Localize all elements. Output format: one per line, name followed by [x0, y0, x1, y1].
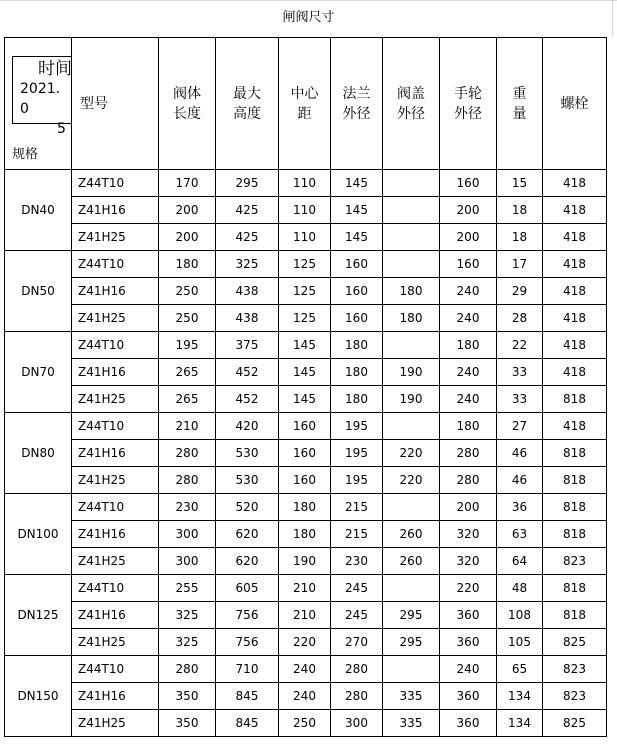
flange-od-cell[interactable]: 215 [331, 494, 383, 521]
model-cell[interactable]: Z44T10 [72, 575, 159, 602]
center-distance-cell[interactable]: 110 [279, 224, 331, 251]
bonnet-od-cell[interactable] [383, 656, 440, 683]
bolt-cell[interactable]: 418 [543, 170, 607, 197]
spec-cell[interactable]: DN80 [5, 413, 72, 494]
table-row [5, 629, 607, 656]
table-row [5, 413, 607, 440]
spec-cell[interactable]: DN50 [5, 251, 72, 332]
flange-od-cell[interactable]: 160 [331, 251, 383, 278]
table-row [5, 548, 607, 575]
weight-cell[interactable]: 108 [497, 602, 543, 629]
bolt-cell[interactable]: 825 [543, 710, 607, 737]
body-length-cell[interactable]: 250 [159, 305, 216, 332]
max-height-cell[interactable]: 452 [216, 359, 279, 386]
flange-od-cell[interactable]: 180 [331, 332, 383, 359]
spec-label: 规格 [12, 147, 39, 162]
table-row [5, 224, 607, 251]
body-length-cell[interactable]: 200 [159, 197, 216, 224]
model-cell[interactable]: Z41H16 [72, 602, 159, 629]
bonnet-od-cell[interactable] [383, 494, 440, 521]
center-distance-cell[interactable]: 240 [279, 683, 331, 710]
handwheel-od-cell[interactable]: 240 [440, 359, 497, 386]
bolt-cell[interactable]: 818 [543, 386, 607, 413]
weight-cell[interactable]: 36 [497, 494, 543, 521]
max-height-cell[interactable]: 710 [216, 656, 279, 683]
max-height-cell[interactable]: 375 [216, 332, 279, 359]
weight-cell[interactable]: 46 [497, 440, 543, 467]
weight-cell[interactable]: 134 [497, 683, 543, 710]
center-distance-cell[interactable]: 180 [279, 521, 331, 548]
max-height-cell[interactable]: 530 [216, 467, 279, 494]
time-label: 时间 [38, 59, 72, 79]
table-row [5, 440, 607, 467]
max-height-cell[interactable]: 425 [216, 197, 279, 224]
body-length-cell[interactable]: 325 [159, 629, 216, 656]
weight-cell[interactable]: 134 [497, 710, 543, 737]
table-row [5, 710, 607, 737]
bonnet-od-cell[interactable]: 295 [383, 602, 440, 629]
bonnet-od-cell[interactable] [383, 251, 440, 278]
weight-cell[interactable]: 28 [497, 305, 543, 332]
bolt-cell[interactable]: 825 [543, 629, 607, 656]
bolt-cell[interactable]: 818 [543, 467, 607, 494]
time-value-line2: 5 [57, 121, 66, 137]
center-distance-cell[interactable]: 220 [279, 629, 331, 656]
body-length-cell[interactable]: 255 [159, 575, 216, 602]
max-height-cell[interactable]: 605 [216, 575, 279, 602]
max-height-header[interactable]: 最大 高度 [216, 38, 279, 170]
bolt-cell[interactable]: 823 [543, 656, 607, 683]
bonnet-od-cell[interactable]: 180 [383, 278, 440, 305]
center-distance-cell[interactable]: 110 [279, 197, 331, 224]
center-distance-cell[interactable]: 160 [279, 467, 331, 494]
weight-cell[interactable]: 29 [497, 278, 543, 305]
bonnet-od-cell[interactable] [383, 413, 440, 440]
model-cell[interactable]: Z41H25 [72, 224, 159, 251]
bolt-cell[interactable]: 418 [543, 278, 607, 305]
center-distance-cell[interactable]: 180 [279, 494, 331, 521]
handwheel-od-cell[interactable]: 240 [440, 278, 497, 305]
flange-od-header[interactable]: 法兰 外径 [331, 38, 383, 170]
handwheel-od-header[interactable]: 手轮 外径 [440, 38, 497, 170]
spec-cell[interactable]: DN70 [5, 332, 72, 413]
center-distance-cell[interactable]: 210 [279, 575, 331, 602]
weight-cell[interactable]: 48 [497, 575, 543, 602]
max-height-cell[interactable]: 452 [216, 386, 279, 413]
bonnet-od-cell[interactable] [383, 170, 440, 197]
handwheel-od-cell[interactable]: 180 [440, 332, 497, 359]
model-cell[interactable]: Z41H16 [72, 521, 159, 548]
model-cell[interactable]: Z41H25 [72, 305, 159, 332]
flange-od-cell[interactable]: 160 [331, 278, 383, 305]
table-row [5, 467, 607, 494]
bolt-cell[interactable]: 418 [543, 197, 607, 224]
model-cell[interactable]: Z41H25 [72, 467, 159, 494]
table-row [5, 359, 607, 386]
time-value: 2021. 0 [20, 81, 61, 117]
center-distance-cell[interactable]: 145 [279, 332, 331, 359]
spec-cell[interactable]: DN100 [5, 494, 72, 575]
bolt-header[interactable]: 螺栓 [543, 38, 607, 170]
bolt-cell[interactable]: 418 [543, 413, 607, 440]
center-distance-cell[interactable]: 160 [279, 440, 331, 467]
bonnet-od-cell[interactable]: 260 [383, 548, 440, 575]
bonnet-od-cell[interactable]: 220 [383, 467, 440, 494]
handwheel-od-cell[interactable]: 280 [440, 467, 497, 494]
flange-od-cell[interactable]: 270 [331, 629, 383, 656]
center-distance-cell[interactable]: 125 [279, 251, 331, 278]
center-distance-cell[interactable]: 240 [279, 656, 331, 683]
handwheel-od-cell[interactable]: 320 [440, 521, 497, 548]
weight-cell[interactable]: 17 [497, 251, 543, 278]
flange-od-cell[interactable]: 195 [331, 440, 383, 467]
center-distance-header[interactable]: 中心 距 [279, 38, 331, 170]
spec-cell[interactable]: DN150 [5, 656, 72, 737]
weight-header[interactable]: 重量 [497, 38, 543, 170]
bolt-cell[interactable]: 818 [543, 440, 607, 467]
handwheel-od-cell[interactable]: 240 [440, 386, 497, 413]
max-height-cell[interactable]: 520 [216, 494, 279, 521]
body-length-cell[interactable]: 350 [159, 710, 216, 737]
bonnet-od-cell[interactable] [383, 224, 440, 251]
bolt-cell[interactable]: 418 [543, 305, 607, 332]
max-height-cell[interactable]: 845 [216, 683, 279, 710]
handwheel-od-cell[interactable]: 200 [440, 224, 497, 251]
body-length-cell[interactable]: 300 [159, 521, 216, 548]
max-height-cell[interactable]: 438 [216, 278, 279, 305]
weight-cell[interactable]: 64 [497, 548, 543, 575]
max-height-cell[interactable]: 425 [216, 224, 279, 251]
weight-cell[interactable]: 33 [497, 386, 543, 413]
table-row [5, 494, 607, 521]
weight-cell[interactable]: 22 [497, 332, 543, 359]
flange-od-cell[interactable]: 245 [331, 602, 383, 629]
max-height-cell[interactable]: 756 [216, 629, 279, 656]
model-cell[interactable]: Z44T10 [72, 332, 159, 359]
model-cell[interactable]: Z44T10 [72, 170, 159, 197]
weight-cell[interactable]: 27 [497, 413, 543, 440]
center-distance-cell[interactable]: 250 [279, 710, 331, 737]
bolt-cell[interactable]: 818 [543, 521, 607, 548]
body-length-cell[interactable]: 265 [159, 359, 216, 386]
bonnet-od-cell[interactable]: 220 [383, 440, 440, 467]
time-note-box [12, 56, 72, 137]
body-length-cell[interactable]: 325 [159, 602, 216, 629]
weight-cell[interactable]: 18 [497, 224, 543, 251]
center-distance-cell[interactable]: 125 [279, 305, 331, 332]
max-height-cell[interactable]: 845 [216, 710, 279, 737]
max-height-cell[interactable]: 420 [216, 413, 279, 440]
center-distance-cell[interactable]: 125 [279, 278, 331, 305]
max-height-cell[interactable]: 756 [216, 602, 279, 629]
flange-od-cell[interactable]: 145 [331, 170, 383, 197]
model-header[interactable]: 型号 [72, 38, 159, 170]
body-length-cell[interactable]: 180 [159, 251, 216, 278]
bonnet-od-header[interactable]: 阀盖 外径 [383, 38, 440, 170]
spec-cell[interactable]: DN40 [5, 170, 72, 251]
body-length-cell[interactable]: 210 [159, 413, 216, 440]
max-height-cell[interactable]: 530 [216, 440, 279, 467]
handwheel-od-cell[interactable]: 240 [440, 305, 497, 332]
table-row [5, 575, 607, 602]
model-cell[interactable]: Z44T10 [72, 494, 159, 521]
bonnet-od-cell[interactable]: 180 [383, 305, 440, 332]
flange-od-cell[interactable]: 230 [331, 548, 383, 575]
flange-od-cell[interactable]: 145 [331, 197, 383, 224]
handwheel-od-cell[interactable]: 160 [440, 251, 497, 278]
weight-cell[interactable]: 33 [497, 359, 543, 386]
model-cell[interactable]: Z44T10 [72, 413, 159, 440]
spec-cell[interactable]: DN125 [5, 575, 72, 656]
center-distance-cell[interactable]: 145 [279, 386, 331, 413]
weight-cell[interactable]: 46 [497, 467, 543, 494]
flange-od-cell[interactable]: 300 [331, 710, 383, 737]
model-cell[interactable]: Z44T10 [72, 251, 159, 278]
handwheel-od-cell[interactable]: 220 [440, 575, 497, 602]
table-row [5, 278, 607, 305]
max-height-cell[interactable]: 620 [216, 521, 279, 548]
handwheel-od-cell[interactable]: 360 [440, 710, 497, 737]
bonnet-od-cell[interactable]: 335 [383, 683, 440, 710]
model-cell[interactable]: Z41H16 [72, 440, 159, 467]
weight-cell[interactable]: 105 [497, 629, 543, 656]
center-distance-cell[interactable]: 210 [279, 602, 331, 629]
center-distance-cell[interactable]: 190 [279, 548, 331, 575]
bolt-cell[interactable]: 418 [543, 224, 607, 251]
body-length-header[interactable]: 阀体 长度 [159, 38, 216, 170]
table-row [5, 170, 607, 197]
handwheel-od-cell[interactable]: 360 [440, 629, 497, 656]
model-cell[interactable]: Z41H25 [72, 710, 159, 737]
model-cell[interactable]: Z41H25 [72, 629, 159, 656]
bonnet-od-cell[interactable]: 190 [383, 386, 440, 413]
center-distance-cell[interactable]: 110 [279, 170, 331, 197]
bolt-cell[interactable]: 818 [543, 575, 607, 602]
body-length-cell[interactable]: 350 [159, 683, 216, 710]
body-length-cell[interactable]: 265 [159, 386, 216, 413]
body-length-cell[interactable]: 195 [159, 332, 216, 359]
bonnet-od-cell[interactable] [383, 332, 440, 359]
handwheel-od-cell[interactable]: 160 [440, 170, 497, 197]
flange-od-cell[interactable]: 280 [331, 683, 383, 710]
page-title: 闸阀尺寸 [282, 10, 335, 25]
body-length-cell[interactable]: 280 [159, 440, 216, 467]
body-length-cell[interactable]: 300 [159, 548, 216, 575]
header-row [5, 38, 607, 170]
handwheel-od-cell[interactable]: 280 [440, 440, 497, 467]
weight-cell[interactable]: 63 [497, 521, 543, 548]
flange-od-cell[interactable]: 195 [331, 413, 383, 440]
model-cell[interactable]: Z41H25 [72, 386, 159, 413]
table-row [5, 602, 607, 629]
weight-cell[interactable]: 15 [497, 170, 543, 197]
body-length-cell[interactable]: 280 [159, 656, 216, 683]
model-cell[interactable]: Z41H16 [72, 197, 159, 224]
bolt-cell[interactable]: 818 [543, 602, 607, 629]
table-row [5, 683, 607, 710]
body-length-cell[interactable]: 170 [159, 170, 216, 197]
bolt-cell[interactable]: 418 [543, 251, 607, 278]
valve-dimension-table [4, 37, 607, 737]
bolt-cell[interactable]: 818 [543, 494, 607, 521]
flange-od-cell[interactable]: 245 [331, 575, 383, 602]
table-row [5, 332, 607, 359]
bonnet-od-cell[interactable]: 295 [383, 629, 440, 656]
body-length-cell[interactable]: 250 [159, 278, 216, 305]
handwheel-od-cell[interactable]: 240 [440, 656, 497, 683]
model-cell[interactable]: Z44T10 [72, 656, 159, 683]
body-length-cell[interactable]: 230 [159, 494, 216, 521]
flange-od-cell[interactable]: 180 [331, 359, 383, 386]
max-height-cell[interactable]: 438 [216, 305, 279, 332]
model-cell[interactable]: Z41H16 [72, 683, 159, 710]
flange-od-cell[interactable]: 215 [331, 521, 383, 548]
bonnet-od-cell[interactable] [383, 575, 440, 602]
weight-cell[interactable]: 18 [497, 197, 543, 224]
table-row [5, 305, 607, 332]
handwheel-od-cell[interactable]: 180 [440, 413, 497, 440]
bolt-cell[interactable]: 418 [543, 359, 607, 386]
bonnet-od-cell[interactable]: 260 [383, 521, 440, 548]
model-cell[interactable]: Z41H16 [72, 359, 159, 386]
sheet-top-gridline [0, 0, 617, 1]
flange-od-cell[interactable]: 160 [331, 305, 383, 332]
bonnet-od-cell[interactable]: 335 [383, 710, 440, 737]
center-distance-cell[interactable]: 160 [279, 413, 331, 440]
max-height-cell[interactable]: 325 [216, 251, 279, 278]
flange-od-cell[interactable]: 195 [331, 467, 383, 494]
handwheel-od-cell[interactable]: 360 [440, 602, 497, 629]
handwheel-od-cell[interactable]: 200 [440, 197, 497, 224]
table-row [5, 656, 607, 683]
handwheel-od-cell[interactable]: 320 [440, 548, 497, 575]
body-length-cell[interactable]: 200 [159, 224, 216, 251]
model-cell[interactable]: Z41H16 [72, 278, 159, 305]
model-cell[interactable]: Z41H25 [72, 548, 159, 575]
bonnet-od-cell[interactable] [383, 197, 440, 224]
max-height-cell[interactable]: 295 [216, 170, 279, 197]
bolt-cell[interactable]: 418 [543, 332, 607, 359]
weight-cell[interactable]: 65 [497, 656, 543, 683]
center-distance-cell[interactable]: 145 [279, 359, 331, 386]
handwheel-od-cell[interactable]: 360 [440, 683, 497, 710]
bonnet-od-cell[interactable]: 190 [383, 359, 440, 386]
table-row [5, 251, 607, 278]
bolt-cell[interactable]: 823 [543, 548, 607, 575]
spec-header-cell[interactable] [5, 38, 72, 170]
flange-od-cell[interactable]: 280 [331, 656, 383, 683]
handwheel-od-cell[interactable]: 200 [440, 494, 497, 521]
table-row [5, 386, 607, 413]
body-length-cell[interactable]: 280 [159, 467, 216, 494]
table-row [5, 197, 607, 224]
max-height-cell[interactable]: 620 [216, 548, 279, 575]
bolt-cell[interactable]: 823 [543, 683, 607, 710]
table-row [5, 521, 607, 548]
flange-od-cell[interactable]: 145 [331, 224, 383, 251]
flange-od-cell[interactable]: 180 [331, 386, 383, 413]
